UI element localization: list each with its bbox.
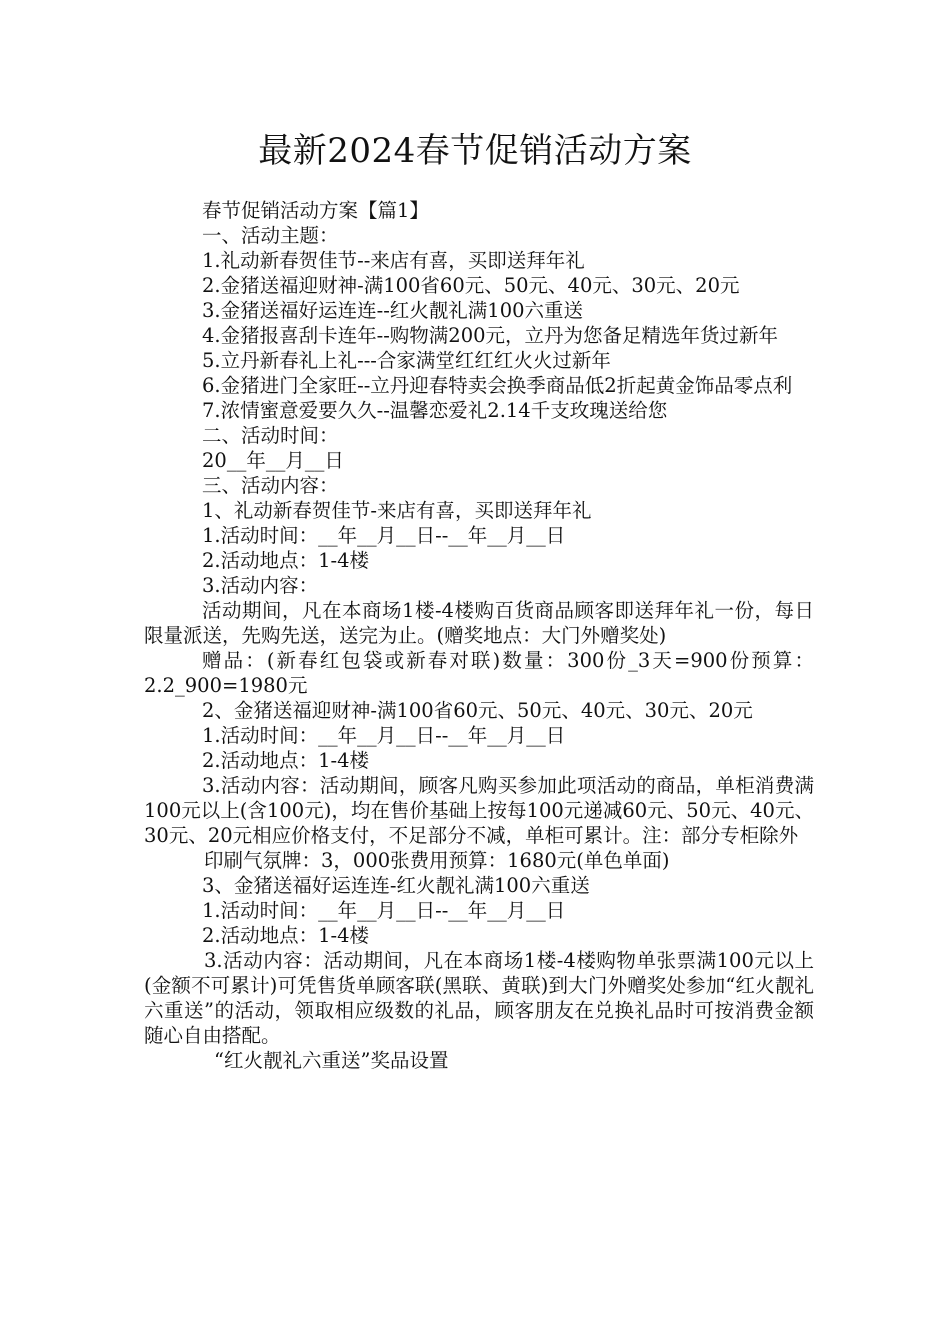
list-item: 2.活动地点：1-4楼 [202, 749, 370, 772]
list-item: 7.浓情蜜意爱要久久--温馨恋爱礼2.14千支玫瑰送给您 [202, 399, 668, 422]
section-heading: 春节促销活动方案【篇1】 [202, 199, 429, 222]
list-item: 1.活动时间：__年__月__日--__年__月__日 [202, 524, 566, 547]
list-item: 5.立丹新春礼上礼---合家满堂红红红火火过新年 [202, 349, 611, 372]
list-item: 2.活动地点：1-4楼 [202, 924, 370, 947]
list-item: 4.金猪报喜刮卡连年--购物满200元，立丹为您备足精选年货过新年 [202, 324, 779, 347]
date-placeholder: 20__年__月__日 [202, 449, 344, 472]
body-paragraph: 活动期间，凡在本商场1楼-4楼购百货商品顾客即送拜年礼一份，每日限量派送，先购先送，送完为止。(赠奖地点：大门外赠奖处) [144, 599, 814, 647]
list-item: 2.金猪送福迎财神-满100省60元、50元、40元、30元、20元 [202, 274, 740, 297]
list-item: 3.活动内容： [202, 574, 319, 597]
subsection-heading: 3、金猪送福好运连连-红火靓礼满100六重送 [202, 874, 590, 897]
subsection-heading: 1、礼动新春贺佳节-来店有喜，买即送拜年礼 [202, 499, 592, 522]
body-paragraph: 3.活动内容：活动期间，凡在本商场1楼-4楼购物单张票满100元以上(金额不可累计)可凭售货单顾客联(黑联、黄联)到大门外赠奖处参加“红火靓礼六重送”的活动，领取相应级数的礼品，顾客朋友在兑换礼品时可按消费金额随心自由搭配。 [144, 949, 814, 1047]
body-paragraph: 赠品：(新春红包袋或新春对联)数量：300份_3天=900份预算：2.2_900=1980元 [144, 649, 814, 697]
body-paragraph: 3.活动内容：活动期间，顾客凡购买参加此项活动的商品，单柜消费满100元以上(含100元)，均在售价基础上按每100元递减60元、50元、40元、30元、20元相应价格支付，不足部分不减，单柜可累计。注：部分专柜除外 [144, 774, 814, 847]
document-title: 最新2024春节促销活动方案 [258, 131, 692, 171]
list-item: 2.活动地点：1-4楼 [202, 549, 370, 572]
section-heading: 一、活动主题： [202, 224, 339, 247]
document-body [144, 198, 814, 1073]
list-item: 1.礼动新春贺佳节--来店有喜，买即送拜年礼 [202, 249, 585, 272]
section-heading: 三、活动内容： [202, 474, 339, 497]
body-paragraph: 印刷气氛牌：3，000张费用预算：1680元(单色单面) [204, 849, 670, 872]
list-item: 1.活动时间：__年__月__日--__年__月__日 [202, 899, 566, 922]
list-item: 1.活动时间：__年__月__日--__年__月__日 [202, 724, 566, 747]
list-item: 3.金猪送福好运连连--红火靓礼满100六重送 [202, 299, 584, 322]
list-item: 6.金猪进门全家旺--立丹迎春特卖会换季商品低2折起黄金饰品零点利 [202, 374, 793, 397]
body-paragraph: “红火靓礼六重送”奖品设置 [214, 1049, 449, 1072]
section-heading: 二、活动时间： [202, 424, 339, 447]
subsection-heading: 2、金猪送福迎财神-满100省60元、50元、40元、30元、20元 [202, 699, 753, 722]
